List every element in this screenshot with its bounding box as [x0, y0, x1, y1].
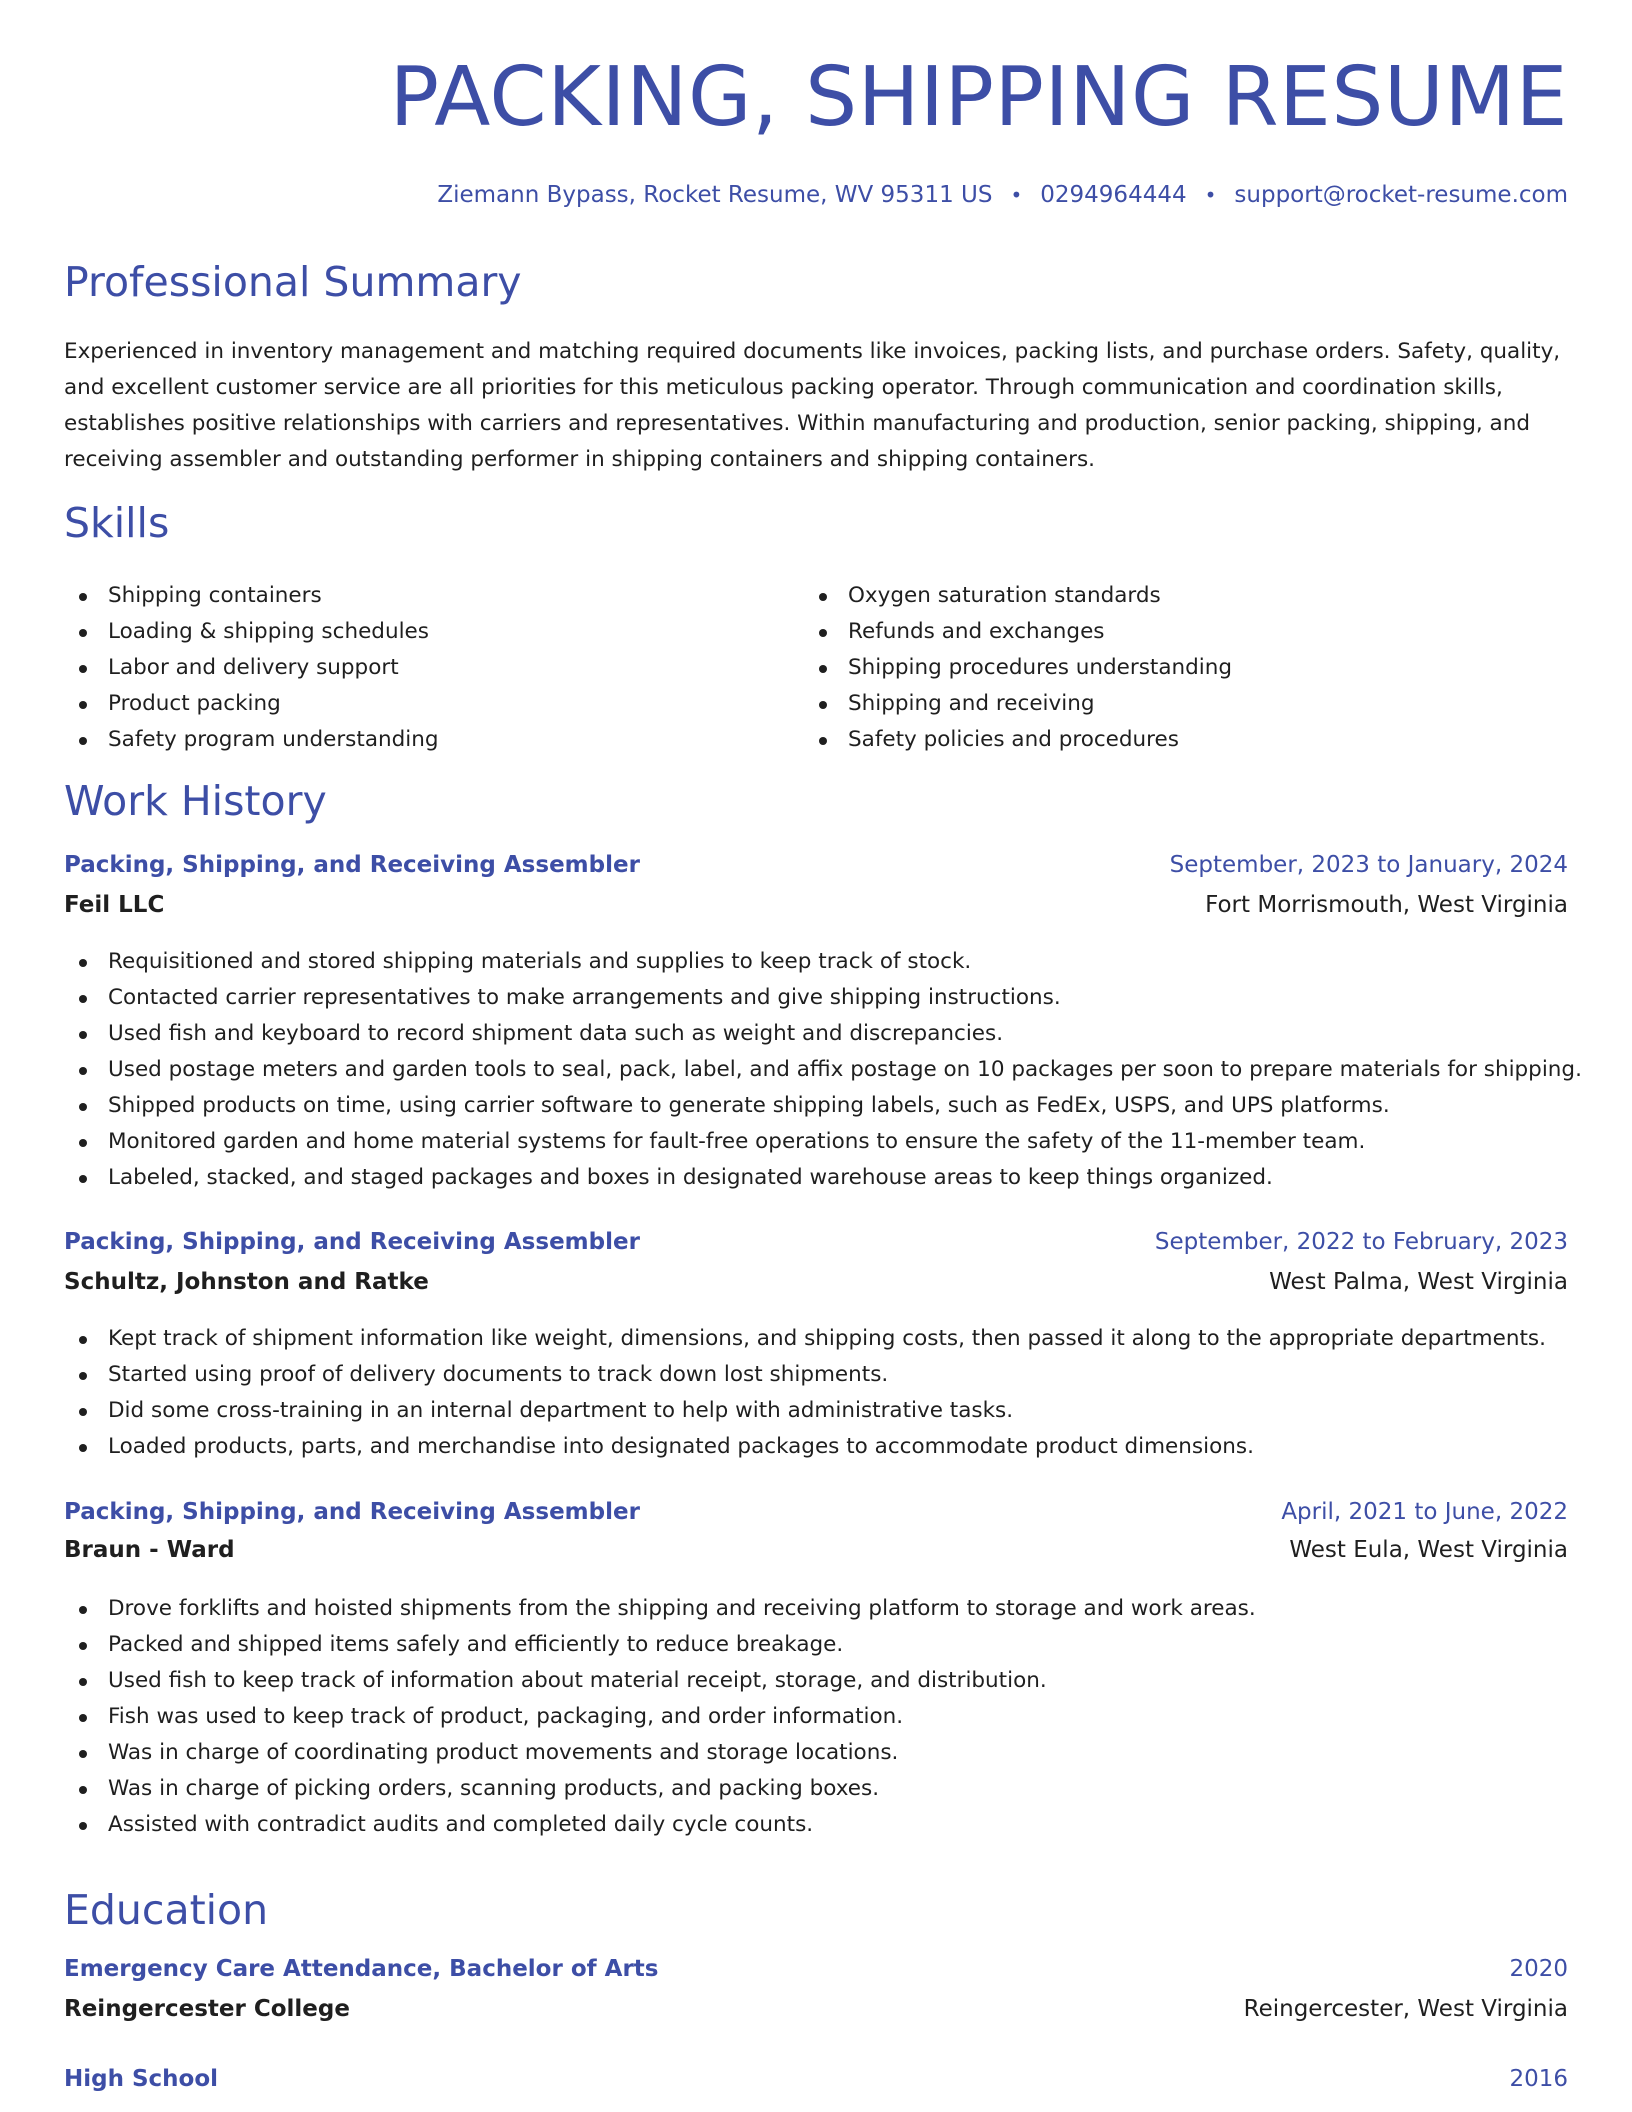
job-company: Feil LLC	[64, 892, 165, 918]
job-bullet: Loaded products, parts, and merchandise into designated packages to accommodate product dimensions.	[64, 1429, 1568, 1465]
job-bullet: Labeled, stacked, and staged packages and boxes in designated warehouse areas to keep things organized.	[64, 1160, 1568, 1196]
job-header-row	[64, 1499, 1568, 1537]
education-school-row	[64, 1996, 1568, 2036]
resume-title: PACKING, SHIPPING RESUME	[389, 50, 1568, 145]
job-bullet: Shipped products on time, using carrier software to generate shipping labels, such as FedEx, USPS, and UPS platforms.	[64, 1088, 1568, 1124]
job-title: Packing, Shipping, and Receiving Assembler	[64, 1229, 640, 1255]
job-bullet: Requisitioned and stored shipping materials and supplies to keep track of stock.	[64, 944, 1568, 980]
job-location: Fort Morrismouth, West Virginia	[1205, 892, 1568, 918]
skills-column-left	[64, 578, 804, 758]
job-dates: September, 2023 to January, 2024	[1169, 852, 1568, 878]
skill-item: Shipping containers	[64, 578, 804, 614]
job-header-row	[64, 1229, 1568, 1269]
skill-item: Shipping procedures understanding	[804, 650, 1544, 686]
skill-item: Oxygen saturation standards	[804, 578, 1544, 614]
job-company-row	[64, 1537, 1568, 1577]
contact-email: support@rocket-resume.com	[1234, 182, 1568, 208]
education-header-row	[64, 1956, 1568, 1996]
summary-heading: Professional Summary	[64, 258, 522, 306]
skill-item: Safety policies and procedures	[804, 722, 1544, 758]
job-bullet: Used fish and keyboard to record shipment data such as weight and discrepancies.	[64, 1016, 1568, 1052]
skills-list	[64, 578, 1568, 758]
job-entry	[64, 1499, 1568, 1843]
job-bullet: Drove forklifts and hoisted shipments from the shipping and receiving platform to storage and work areas.	[64, 1591, 1568, 1627]
education-degree: Emergency Care Attendance, Bachelor of Arts	[64, 1956, 659, 1982]
job-bullet: Used fish to keep track of information about material receipt, storage, and distribution.	[64, 1663, 1568, 1699]
skills-heading: Skills	[64, 499, 170, 547]
job-title: Packing, Shipping, and Receiving Assembler	[64, 1499, 640, 1525]
job-entry	[64, 852, 1582, 1196]
job-bullet: Contacted carrier representatives to make arrangements and give shipping instructions.	[64, 980, 1568, 1016]
job-company: Braun - Ward	[64, 1537, 235, 1563]
job-bullets	[64, 1591, 1568, 1843]
job-company-row	[64, 1269, 1568, 1309]
job-bullet: Packed and shipped items safely and efficiently to reduce breakage.	[64, 1627, 1568, 1663]
contact-address: Ziemann Bypass, Rocket Resume, WV 95311 US	[437, 182, 993, 208]
education-year: 2016	[1509, 2066, 1568, 2092]
contact-line	[437, 182, 1568, 208]
education-school: Reingercester College	[64, 1996, 350, 2022]
job-bullet: Monitored garden and home material systems for fault-free operations to ensure the safety of the 11-member team.	[64, 1124, 1568, 1160]
job-bullet: Assisted with contradict audits and completed daily cycle counts.	[64, 1807, 1568, 1843]
skill-item: Loading & shipping schedules	[64, 614, 804, 650]
job-bullet: Did some cross-training in an internal department to help with administrative tasks.	[64, 1393, 1568, 1429]
education-entry	[64, 1956, 1568, 2036]
education-entry	[64, 2066, 1568, 2106]
resume-page	[64, 0, 1582, 2112]
skill-item: Shipping and receiving	[804, 686, 1544, 722]
job-company: Schultz, Johnston and Ratke	[64, 1269, 429, 1295]
education-location: Reingercester, West Virginia	[1243, 1996, 1568, 2022]
job-header-row	[64, 852, 1568, 892]
skill-item: Safety program understanding	[64, 722, 804, 758]
job-bullet: Was in charge of coordinating product movements and storage locations.	[64, 1735, 1568, 1771]
job-entry	[64, 1229, 1568, 1465]
skill-item: Product packing	[64, 686, 804, 722]
summary-text: Experienced in inventory management and matching required documents like invoices, packing lists, and purchase orders. Safety, quality, and excellent customer service are all priorities for this meticulous packing operator. Through communication and coordination skills, establishes positive relationships with carriers and representatives. Within manufacturing and production, senior packing, shipping, and receiving assembler and outstanding performer in shipping containers and shipping containers.	[64, 339, 1561, 472]
separator-dot: •	[1204, 183, 1217, 207]
skill-item: Refunds and exchanges	[804, 614, 1544, 650]
job-dates: April, 2021 to June, 2022	[1281, 1499, 1568, 1525]
job-bullets	[64, 944, 1582, 1196]
job-location: West Eula, West Virginia	[1289, 1537, 1568, 1563]
job-title: Packing, Shipping, and Receiving Assembler	[64, 852, 640, 878]
skills-column-right	[804, 578, 1544, 758]
separator-dot: •	[1010, 183, 1023, 207]
job-bullet: Fish was used to keep track of product, packaging, and order information.	[64, 1699, 1568, 1735]
education-heading: Education	[64, 1886, 269, 1934]
job-bullet: Was in charge of picking orders, scanning products, and packing boxes.	[64, 1771, 1568, 1807]
education-year: 2020	[1509, 1956, 1568, 1982]
job-dates: September, 2022 to February, 2023	[1154, 1229, 1568, 1255]
skill-item: Labor and delivery support	[64, 650, 804, 686]
job-bullets	[64, 1321, 1568, 1465]
work-history-heading: Work History	[64, 777, 327, 825]
job-bullet: Used postage meters and garden tools to seal, pack, label, and affix postage on 10 packages per soon to prepare materials for shipping.	[64, 1052, 1568, 1088]
education-degree: High School	[64, 2066, 219, 2092]
job-bullet: Kept track of shipment information like weight, dimensions, and shipping costs, then passed it along to the appropriate departments.	[64, 1321, 1568, 1357]
education-header-row	[64, 2066, 1568, 2106]
contact-phone: 0294964444	[1040, 182, 1187, 208]
job-company-row	[64, 892, 1568, 932]
job-bullet: Started using proof of delivery documents to track down lost shipments.	[64, 1357, 1568, 1393]
job-location: West Palma, West Virginia	[1269, 1269, 1568, 1295]
